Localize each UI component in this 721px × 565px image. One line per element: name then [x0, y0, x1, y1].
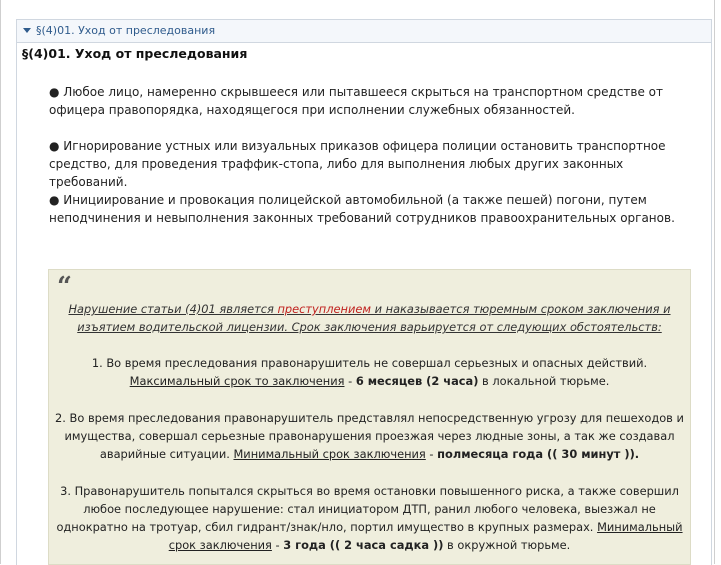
bullet-item: ● Игнорирование устных или визуальных приказов офицера полиции остановить транспортное средство, для проведения траффик-стопа, либо для выполнения любых других законных требований.	[49, 139, 666, 189]
spoiler-header-label: §(4)01. Уход от преследования	[36, 24, 216, 37]
term-separator: -	[271, 538, 284, 552]
penalty-item	[53, 482, 686, 554]
term-label: Минимальный срок заключения	[168, 520, 683, 552]
penalty-quote-block	[48, 269, 691, 565]
term-value: 3 года (( 2 часа садка ))	[283, 538, 444, 552]
quote-icon: “	[57, 272, 72, 302]
bullet-item: ● Инициирование и провокация полицейской автомобильной (а также пешей) погони, путем неподчинения и невыполнения законных требований сотрудников правоохранительных органов.	[49, 193, 675, 225]
chevron-down-icon	[23, 28, 31, 33]
crime-label: преступлением	[277, 302, 371, 316]
spoiler-body	[16, 43, 712, 565]
penalty-intro-text: Нарушение статьи (4)01 является	[68, 302, 278, 316]
penalty-item	[53, 409, 686, 463]
term-value: полмесяца года (( 30 минут )).	[437, 447, 640, 461]
term-value: 6 месяцев (2 часа)	[355, 374, 479, 388]
spoiler-toggle[interactable]	[16, 19, 712, 43]
penalty-intro	[53, 300, 686, 336]
term-separator: -	[344, 374, 356, 388]
bullet-item: ● Любое лицо, намеренно скрывшееся или пытавшееся скрыться на транспортном средстве от офицера правопорядка, находящегося при исполнении служебных обязанностей.	[49, 85, 664, 117]
term-suffix: в окружной тюрьме.	[443, 538, 571, 552]
term-label: Максимальный срок то заключения	[129, 374, 345, 388]
penalty-item	[53, 354, 686, 390]
penalty-intro-text-2: и наказывается тюремным сроком заключения и изъятием водительской лицензии. Срок заключения варьируется от следующих обстоятельств:	[77, 302, 671, 334]
term-suffix: в локальной тюрьме.	[478, 374, 610, 388]
term-separator: -	[425, 447, 438, 461]
term-label: Минимальный срок заключения	[233, 447, 426, 461]
penalty-item-text: 3. Правонарушитель попытался скрыться во время остановки повышенного риска, а также совершил любое последующее нарушение: стал инициатором ДТП, ранил любого человека, выезжал не однократно на тротуар, сбил гидрант/знак/нло, портил имущество в крупных размерах.	[56, 484, 679, 534]
penalty-item-text: 1. Во время преследования правонарушитель не совершал серьезных и опасных действий.	[91, 356, 648, 370]
section-title: §(4)01. Уход от преследования	[22, 46, 248, 61]
penalty-item-text: 2. Во время преследования правонарушитель представлял непосредственную угрозу для пешеходов и имущества, совершал серьезные правонарушения проезжая через людные зоны, а так же создавал аварийные ситуации.	[55, 411, 684, 461]
